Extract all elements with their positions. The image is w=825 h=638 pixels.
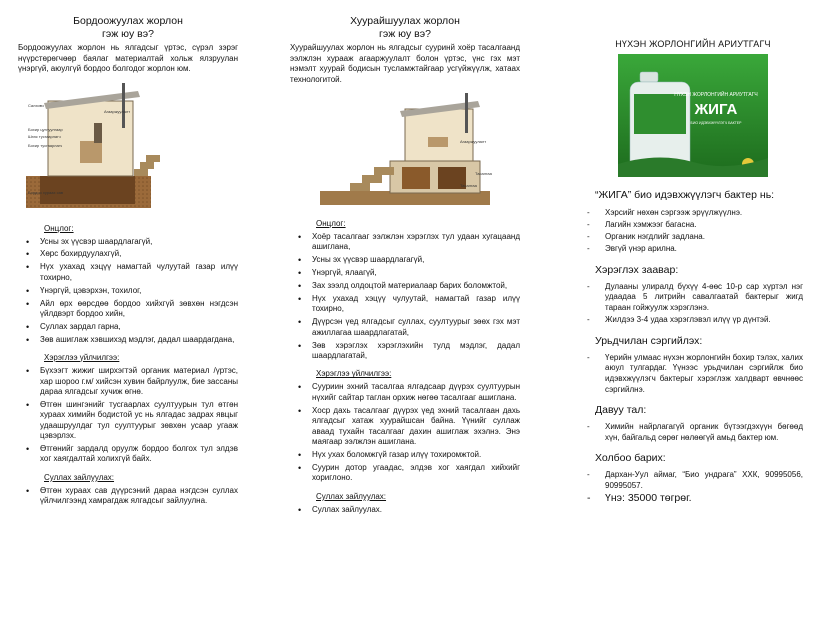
list-item: • Зөв ашиглаж хэвшихэд мэдлэг, дадал шаардагдана, — [40, 335, 238, 345]
svg-text:Салхивч: Салхивч — [28, 102, 44, 108]
list-item: • Хоср дахь тасалгааг дүүрэх үед эхний тасалгаан дахь ялгадсыг хатаж хуурайшсан байна. Үүнийг суллаж аваад тухайн тасалгааг дахин ашиглаж эхэлнэ. Энэ маягаар ээлжлэн ашиглана. — [312, 406, 520, 448]
usage-heading: Хэрэглээ үйлчилгээ: — [316, 369, 392, 379]
pros-heading: Онцлог: — [44, 223, 74, 233]
product-section-title: НҮХЭН ЖОРЛОНГИЙН АРИУТГАГЧ — [615, 39, 771, 49]
advantage-list — [583, 422, 803, 443]
column-drying-toilet — [290, 0, 520, 518]
list-item: • Хоёр тасалгааг ээлжлэн хэрэглэх тул удаан хугацаанд ашиглана, — [312, 232, 520, 253]
list-item: • Усны эх үүсвэр шаардлагагүй, — [40, 237, 238, 247]
list-item: • Суллах зардал гарна, — [40, 322, 238, 332]
list-item: • Зөв хэрэглэх хэрэглэхийн тулд мэдлэг, дадал шаардлагатай, — [312, 341, 520, 362]
list-item: - Эвгүй үнэр арилна. — [605, 244, 803, 255]
list-item: • Үнэргүй, ялаагүй, — [312, 268, 520, 278]
product-image — [618, 54, 768, 177]
svg-text:Бохир цуглуулгаар: Бохир цуглуулгаар — [28, 126, 63, 132]
list-item: • Дүүрсэн үед ялгадсыг суллах, суултуурыг зөөх гэх мэт ажиллагаа шаардлагатай, — [312, 317, 520, 338]
advantage-heading: Давуу тал: — [595, 404, 647, 417]
list-item: - Лагийн хэмжээг багасна. — [605, 220, 803, 231]
list-item: • Нүх ухах боломжгүй газар илүү тохиромжтой. — [312, 450, 520, 460]
list-item: • Өтгөн хураах сав дүүрсэний дараа нэгдсэн суллах үйлчилгээнд хамрагдаж ялгадсыг зайлуулна. — [40, 486, 238, 507]
empty-heading: Суллах зайлуулах: — [44, 472, 115, 482]
list-item: • Нүх ухахад хэцүү чулуутай, намагтай газар илүү тохирно, — [312, 294, 520, 315]
product-title: “ЖИГА” био идэвхжүүлэгч бактер нь: — [595, 189, 775, 201]
features-list — [583, 208, 803, 255]
price-text: - Үнэ: 35000 төгрөг. — [605, 493, 803, 504]
column-composting-toilet — [18, 0, 238, 509]
list-item: - Дулааны улиралд бүхүү 4-өөс 10-р сар хүртэл нэг удаадаа 5 литрийн савалгаатай бактерыг жигд тараан гойжуулж хэрэглэнэ. — [605, 282, 803, 314]
usage-list — [290, 382, 520, 483]
list-item: • Усны эх үүсвэр шаардлагагүй, — [312, 255, 520, 265]
intro-text: Хуурайшуулах жорлон нь ялгадсыг сууринй хоёр тасалгаанд ээлжлэн хурааж агааржуулалт болон үртэс, үнс гэх мэт нэмэлт хуурай бодисын тусламжтайгаар усгүйжүүлж, хатаах технологитой. — [290, 43, 520, 84]
svg-text:Тасалгаа: Тасалгаа — [475, 171, 492, 176]
list-item: • Айл өрх өөрсдөө бордоо хийхгүй зөвхөн нэгдсэн үйлдвэрт бордоо хийн, — [40, 299, 238, 320]
usage-heading: Хэрэглээ үйлчилгээ: — [44, 353, 120, 363]
list-item: - Жилдээ 3-4 удаа хэрэглэвэл илүү үр дүнтэй. — [605, 315, 803, 326]
list-item: • Өтгөнийг зардалд оруулж бордоо болгох тул элдэв хог хаягдалтай холихгүй байх. — [40, 444, 238, 465]
list-item: • Үнэргүй, цэвэрхэн, тохилог, — [40, 286, 238, 296]
usage-list — [583, 282, 803, 326]
empty-heading: Суллах зайлуулах: — [316, 491, 387, 501]
product-brand: ЖИГА — [694, 101, 738, 118]
list-item: • Өтгөн шингэнийг тусгаарлах суултуурын тул өтгөн хураах химийн бодистой ус нь ялгадас задрах явцыг удаашруулдаг тул суултуурыг зөвхөн усаар угааж цэвэрлэх. — [40, 400, 238, 442]
contact-list — [583, 470, 803, 503]
list-item: - Органик нэгдлийг задлана. — [605, 232, 803, 243]
empty-list — [18, 486, 238, 507]
list-item: • Хөрс бохирдуулахгүй, — [40, 249, 238, 259]
empty-list — [290, 505, 520, 515]
list-item: • Суллах зайлуулах. — [312, 505, 520, 515]
svg-text:Тасалгаа: Тасалгаа — [460, 183, 477, 188]
list-item: - Хэрсийг нөхөн сэргээж эрүүлжүүлнэ. — [605, 208, 803, 219]
contact-heading: Холбоо барих: — [595, 452, 666, 465]
svg-text:Бохир тусгаарлагч: Бохир тусгаарлагч — [28, 142, 63, 148]
section-title: Хуурайшуулах жорлон гэж юу вэ? — [350, 15, 460, 40]
prevention-list — [583, 353, 803, 395]
product-label-top: НҮХЭН ЖОРЛОНГИЙН АРИУТГАГЧ — [674, 92, 758, 98]
usage-list — [18, 366, 238, 465]
column-product — [583, 0, 803, 505]
svg-text:Шээс тусгаарлагч: Шээс тусгаарлагч — [28, 133, 61, 139]
drying-toilet-diagram — [310, 91, 510, 211]
prevention-heading: Урьдчилан сэргийлэх: — [595, 334, 703, 347]
product-sub: БИО ИДЭВХЖҮҮЛЭГЧ БАКТЕР — [690, 121, 742, 125]
composting-toilet-diagram — [18, 81, 228, 216]
intro-text: Бордоожуулах жорлон нь ялгадсыг үртэс, сүрэл зэрэг нүүрстөрөгчөөр баялаг материалтай хольж ялзруулан үнэргүй, аюулгүй бордоо болгодог жорлон юм. — [18, 43, 238, 73]
contact-text: - Дархан-Уул аймаг, “Био ундрага” ХХК, 90995056, 90995057. — [605, 470, 803, 491]
usage-heading: Хэрэглэх заавар: — [595, 263, 679, 276]
pros-heading: Онцлог: — [316, 219, 346, 228]
list-item: - Үерийн улмаас нүхэн жорлонгийн бохир тэлэх, халих аюул тулгардаг. Үүнээс урьдчилан сэргийлж био идэвхжүүлэгч бактерыг хэрэглэж халдварт өвчнөөс сэргийлнэ. — [605, 353, 803, 395]
svg-text:Агааржуулалт: Агааржуулалт — [104, 108, 131, 114]
pros-list — [290, 232, 520, 361]
list-item: • Нүх ухахад хэцүү намагтай чулуутай газар илүү тохирно, — [40, 262, 238, 283]
section-title: Бордоожуулах жорлон гэж юу вэ? — [73, 15, 183, 40]
pros-list — [18, 237, 238, 346]
svg-text:Агааржуулалт: Агааржуулалт — [460, 139, 487, 144]
svg-text:Бордоо хураах сав: Бордоо хураах сав — [28, 189, 63, 195]
list-item: • Зах зээлд олдоцтой материалаар барих боломжтой, — [312, 281, 520, 291]
list-item: • Бүхээгт жижиг ширхэгтэй органик материал /үртэс, хар шороо г.м/ хийсэн хувин байрлуулж, бие зассаны дараа ялгадсыг хучиж өгнө. — [40, 366, 238, 397]
list-item: • Суурин дотор угаадас, элдэв хог хаягдал хийхийг хориглоно. — [312, 463, 520, 484]
list-item: - Химийн найрлагагүй органик бүтээгдэхүүн бөгөөд хүн, байгальд сөрөг нөлөөгүй амьд бактер юм. — [605, 422, 803, 443]
list-item: • Сууриин эхний тасалгаа ялгадсаар дүүрэх суултуурын нүхийг сайтар таглан орхиж нөгөө тасалгааг ашиглана. — [312, 382, 520, 403]
